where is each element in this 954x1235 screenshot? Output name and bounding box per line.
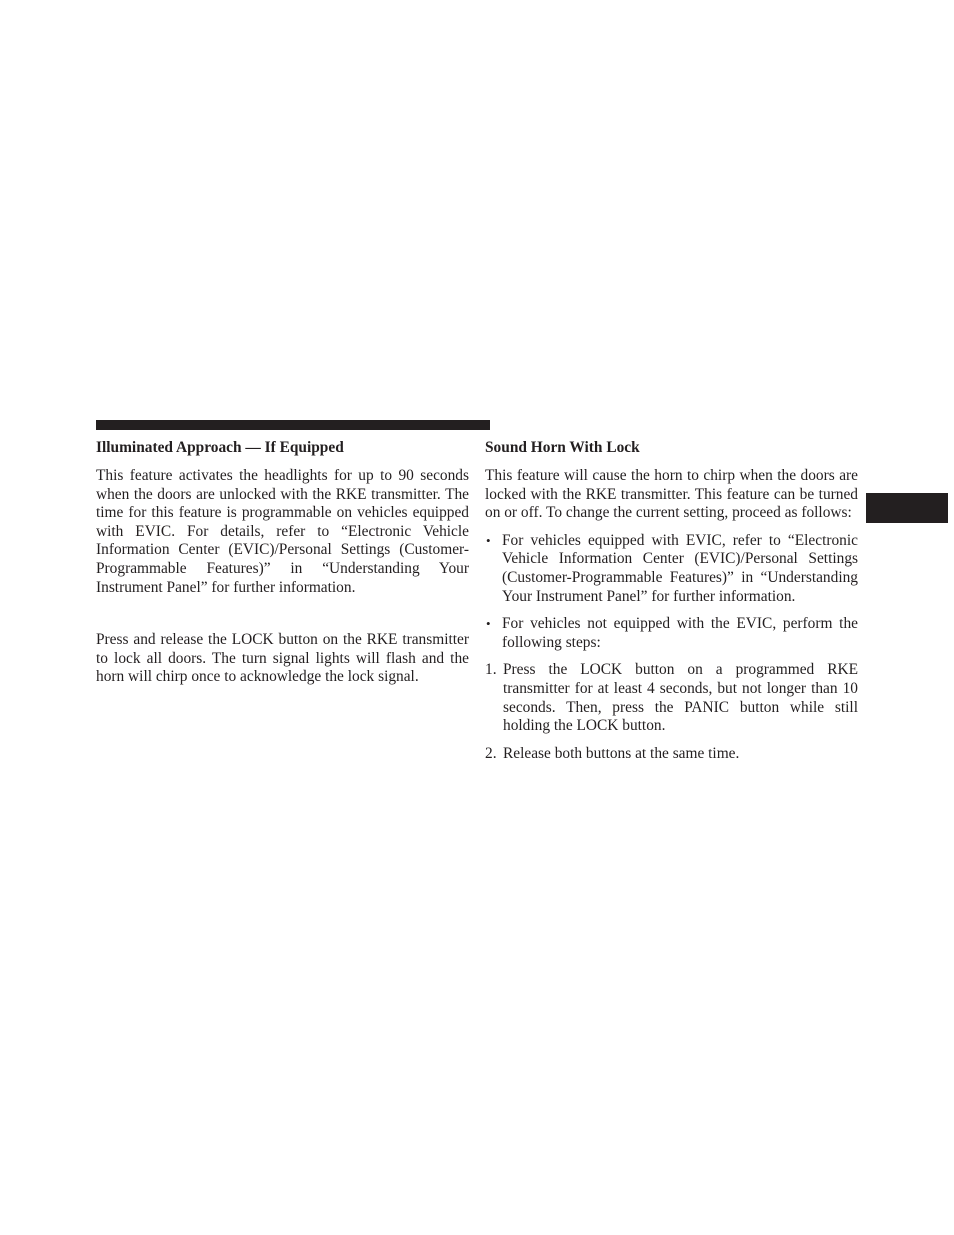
numbered-steps bbox=[485, 661, 858, 763]
sound-horn-heading: Sound Horn With Lock bbox=[485, 439, 640, 456]
list-item bbox=[485, 745, 858, 764]
sound-horn-intro: This feature will cause the horn to chirp when the doors are locked with the RKE transmitter. This feature can be turned on or off. To change the current setting, proceed as follows: bbox=[485, 467, 858, 522]
paragraph-spacer bbox=[96, 597, 469, 631]
list-item bbox=[485, 615, 858, 652]
illuminated-approach-paragraph: This feature activates the headlights for up to 90 seconds when the doors are unlocked with the RKE transmitter. The time for this feature is programmable on vehicles equipped with EVIC. For details, refer to “Electronic Vehicle Information Center (EVIC)/Personal Settings (Customer-Programmable Features)” in “Understanding Your Instrument Panel” for further information. bbox=[96, 467, 469, 596]
left-column bbox=[96, 438, 469, 687]
step-number: 1. bbox=[485, 661, 497, 679]
bullet-marker: • bbox=[486, 616, 491, 632]
bullet-marker: • bbox=[486, 532, 491, 548]
illuminated-approach-heading: Illuminated Approach — If Equipped bbox=[96, 439, 344, 456]
bullet-text: For vehicles equipped with EVIC, refer to “Electronic Vehicle Information Center (EVIC)/Personal Settings (Customer-Programmable Features)” in “Understanding Your Instrument Panel” for further information. bbox=[502, 531, 858, 605]
list-item bbox=[485, 661, 858, 735]
step-number: 2. bbox=[485, 744, 497, 762]
bullet-list bbox=[485, 532, 858, 653]
bullet-text: For vehicles not equipped with the EVIC, perform the following steps: bbox=[502, 615, 858, 651]
chapter-side-tab bbox=[866, 493, 948, 523]
step-text: Press the LOCK button on a programmed RKE transmitter for at least 4 seconds, but not longer than 10 seconds. Then, press the PANIC button while still holding the LOCK button. bbox=[503, 661, 858, 735]
right-column bbox=[485, 438, 858, 763]
lock-doors-paragraph: Press and release the LOCK button on the RKE transmitter to lock all doors. The turn signal lights will flash and the horn will chirp once to acknowledge the lock signal. bbox=[96, 631, 469, 686]
list-item bbox=[485, 532, 858, 606]
step-text: Release both buttons at the same time. bbox=[503, 744, 740, 762]
section-top-rule bbox=[96, 420, 490, 430]
